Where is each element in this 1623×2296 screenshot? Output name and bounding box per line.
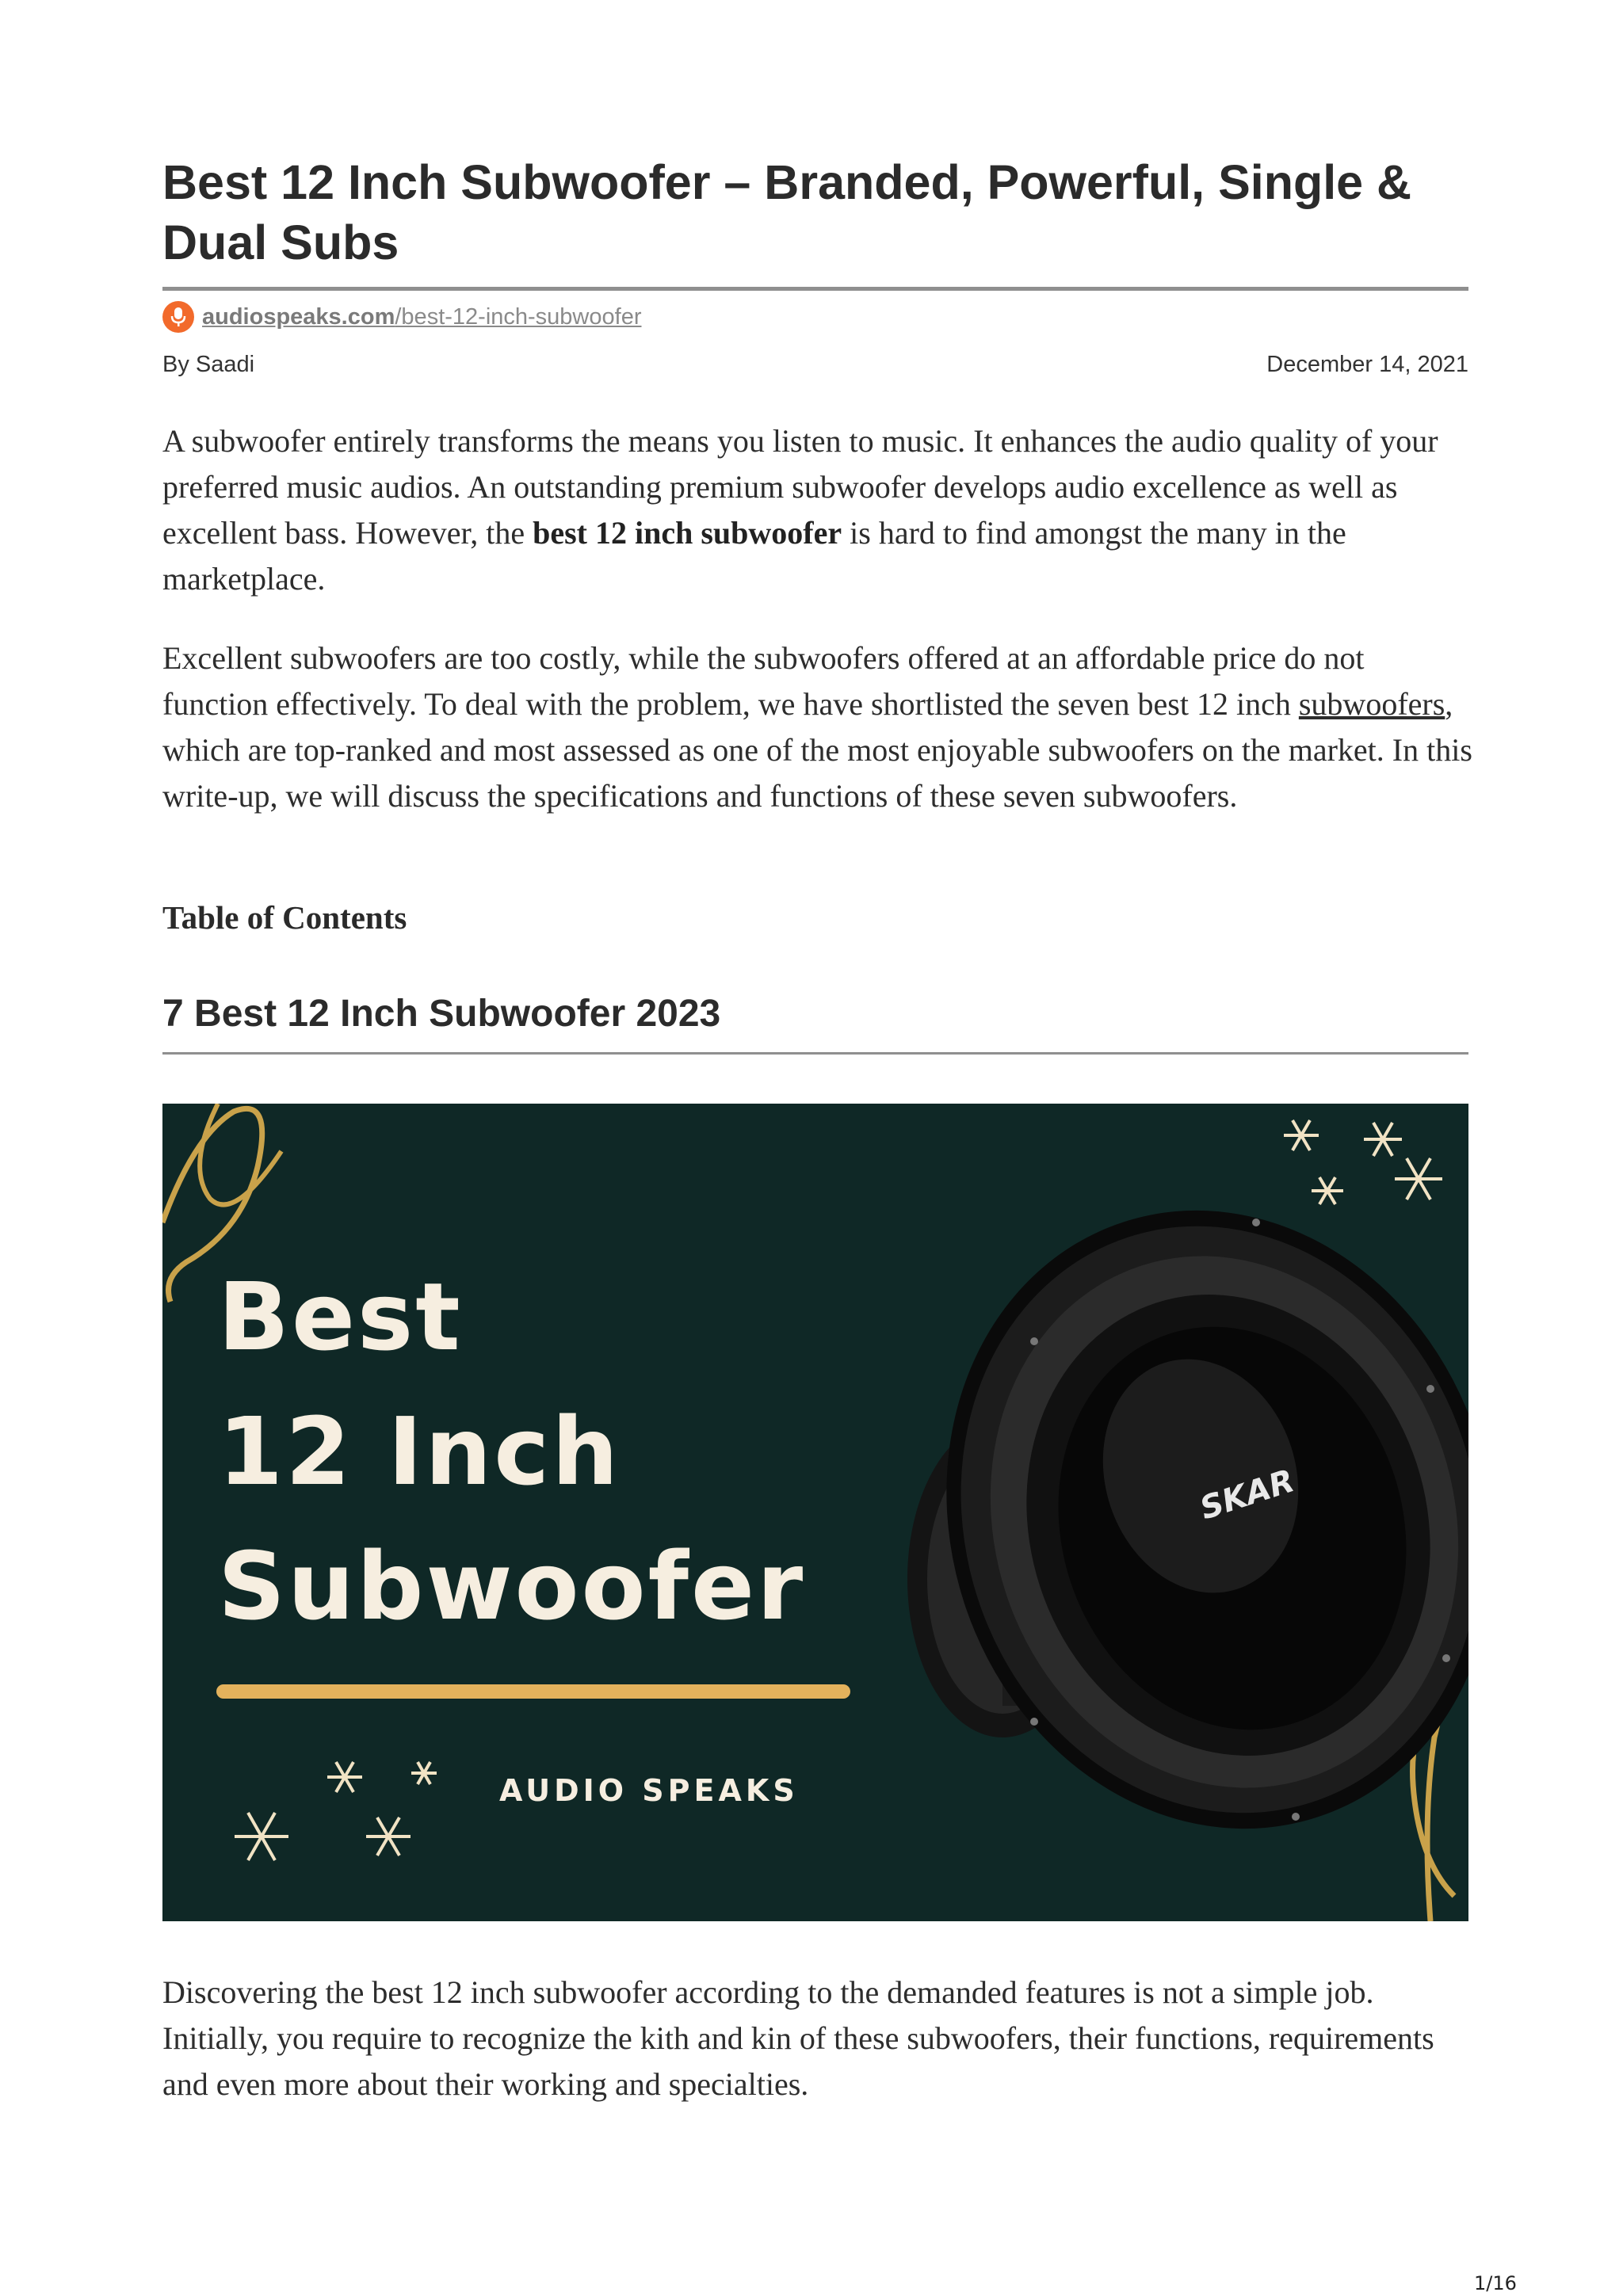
page-number: 1/16	[1474, 2272, 1517, 2294]
second-paragraph	[162, 635, 1474, 819]
source-path: /best-12-inch-subwoofer	[395, 303, 642, 330]
microphone-icon	[162, 301, 194, 333]
intro-text-end: is hard to find amongst the many in the marketplace.	[162, 515, 1346, 597]
article-title: Best 12 Inch Subwoofer – Branded, Powerful, Single & Dual Subs	[162, 155, 1412, 269]
intro-text-start: A subwoofer entirely transforms the means you listen to music. It enhances the audio quality of your preferred music audios. An outstanding premium subwoofer develops audio excellence as well as excellent bass. However, the	[162, 423, 1438, 551]
sparkle-stars-top	[1284, 1120, 1442, 1204]
hero-underline-bar	[216, 1684, 850, 1699]
author: By Saadi	[162, 352, 255, 377]
hero-brand: AUDIO SPEAKS	[499, 1773, 799, 1808]
subwoofer-picture	[868, 1138, 1468, 1900]
hero-line-3: Subwoofer	[218, 1531, 806, 1641]
hero-image	[162, 1104, 1468, 1921]
third-paragraph: Discovering the best 12 inch subwoofer according to the demanded features is not a simple job. Initially, you require to recognize the kith and kin of these subwoofers, their functions, requirements and even more about their working and specialties.	[162, 1974, 1434, 2102]
source-domain: audiospeaks.com	[202, 303, 395, 330]
table-of-contents-toggle[interactable]: Table of Contents	[162, 899, 407, 936]
publish-date: December 14, 2021	[1266, 352, 1468, 377]
intro-keyword: best 12 inch subwoofer	[533, 515, 842, 551]
hero-decoration	[162, 1104, 1468, 1921]
subwoofers-link[interactable]: subwoofers	[1298, 686, 1445, 722]
second-text-end: , which are top-ranked and most assessed as one of the most enjoyable subwoofers on the market. In this write-up, we will discuss the specifications and functions of these seven subwoofers.	[162, 686, 1472, 814]
source-row	[162, 301, 641, 333]
speaker-logo: SKAR	[1195, 1463, 1299, 1527]
hero-line-1: Best	[218, 1262, 463, 1371]
byline	[162, 352, 1468, 383]
title-divider	[162, 287, 1468, 291]
section-divider	[162, 1052, 1468, 1055]
source-link[interactable]	[202, 304, 641, 330]
intro-paragraph	[162, 418, 1474, 602]
sparkle-stars-bottom	[235, 1762, 437, 1860]
swirl-decoration	[200, 1104, 281, 1205]
section-heading: 7 Best 12 Inch Subwoofer 2023	[162, 993, 721, 1035]
second-text-start: Excellent subwoofers are too costly, while the subwoofers offered at an affordable price do not function effectively. To deal with the problem, we have shortlisted the seven best 12 inch	[162, 640, 1365, 722]
hero-line-2: 12 Inch	[218, 1397, 621, 1506]
